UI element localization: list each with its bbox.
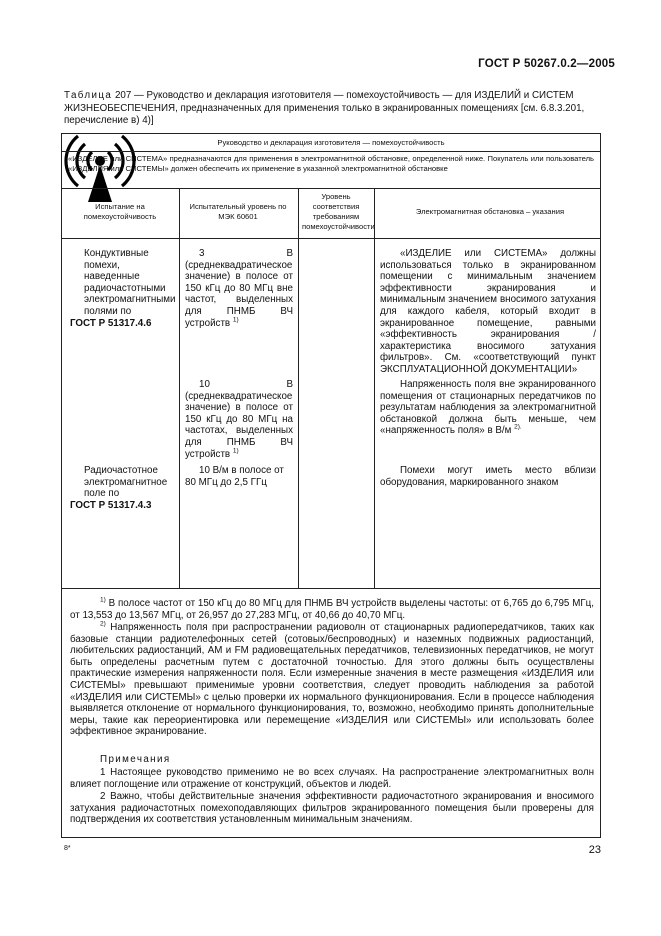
row1-level-a [185, 248, 293, 329]
note-1: 1 Настоящее руководство применимо не во всех случаях. На распространение электромагнитных волн влияет поглощение или отражение от конструкций, объектов и людей. [70, 767, 594, 790]
notes-title: Примечания [100, 754, 171, 765]
row1-environment-a: «ИЗДЕЛИЕ или СИСТЕМА» должны использоваться только в экранированном помещении с минимальным значением эффективности экранирования и минимальным значением вносимого затухания для каждого кабеля, который входит в экранированное помещение, равными «эффективность экранирования / характеристика вносимого затухания фильтров». См. «соответствующий пункт ЭКСПЛУАТАЦИОННОЙ ДОКУМЕНТАЦИИ» [380, 248, 596, 375]
table-caption [64, 90, 608, 128]
column-line [374, 188, 375, 588]
row1-test-standard: ГОСТ Р 51317.4.6 [70, 317, 152, 329]
table-divider [62, 238, 600, 239]
col-header-level: Испытательный уровень по МЭК 60601 [189, 202, 287, 221]
footnote-2-text: Напряженность поля при распространении радиоволн от стационарных радиопередатчиков, таких как базовые станции радиотелефонных сетей (сотовых/беспроводных) и наземных подвижных радиостанций, любительских радиостанций, АМ и FM радиовещательных передатчиков, телевизионных передатчиков, не могут быть определены расчетным путем с достаточной точностью. Для этого должны быть осуществлены практические измерения напряженности поля. Если измеренные значения в месте размещения «ИЗДЕЛИЯ или СИСТЕМЫ» превышают применимые уровни соответствия, следует проводить наблюдения за работой «ИЗДЕЛИЯ или СИСТЕМЫ» с целью проверки их нормального функционирования. Если в процессе наблюдения выявляется отклонение от нормального функционирования, то, возможно, необходимо принять дополнительные меры, такие как переориентировка или перемещение «ИЗДЕЛИЯ или СИСТЕМЫ» или использовать более эффективное экранирование. [70, 622, 594, 738]
table-divider [62, 188, 600, 189]
column-line [298, 188, 299, 588]
table-divider [62, 588, 600, 589]
document-header: ГОСТ Р 50267.0.2—2005 [478, 58, 615, 70]
row2-test-standard: ГОСТ Р 51317.4.3 [70, 499, 152, 511]
table-title: Руководство и декларация изготовителя — помехоустойчивость [217, 138, 445, 147]
note-2: 2 Важно, чтобы действительные значения эффективности радиочастотного экранирования и вносимого затухания радиочастотных помехоподавляющих фильтров экранированного помещения были проверены для подтверждения их соответствия установленным минимальным значениям. [70, 791, 594, 826]
table-divider [62, 151, 600, 152]
row2-level: 10 В/м в полосе от 80 МГц до 2,5 ГГц [185, 465, 284, 488]
table-207 [61, 133, 601, 838]
row1-test [70, 248, 174, 329]
page-number: 23 [588, 844, 601, 856]
footnote-2 [70, 622, 594, 738]
row1-environment-b-text: Напряженность поля вне экранированного помещения от стационарных передатчиков по результатам наблюдения за электромагнитной обстановкой должна быть меньше, чем «напряженность поля» в В/м [380, 379, 596, 437]
row2-environment: Помехи могут иметь место вблизи оборудования, маркированного знаком [380, 465, 596, 488]
row1-environment-b-note: 2). [514, 424, 522, 432]
row1-level-a-note: 1) [232, 316, 239, 324]
print-mark: 8* [64, 845, 71, 852]
row1-level-b-note: 1) [232, 447, 239, 455]
row2-test [70, 465, 174, 511]
footnote-1 [70, 598, 594, 621]
row1-environment-b [380, 379, 596, 437]
row1-test-text: Кондуктивные помехи, наведенные радиочастотными электромагнитными полями по [84, 248, 176, 317]
row1-level-b-text: 10 В (среднеквадратическое значение) в полосе от 150 кГц до 80 МГц на частотах, выделенных для ПНМБ ВЧ устройств [185, 379, 293, 460]
caption-label: Таблица [64, 90, 113, 101]
footnote-2-mark: 2) [100, 620, 106, 628]
column-line [179, 188, 180, 588]
row2-test-text: Радиочастотное электромагнитное поле по [84, 465, 168, 500]
col-header-test: Испытание на помехоустойчивость [83, 202, 157, 221]
caption-number: 207 [114, 90, 132, 101]
caption-text: — Руководство и декларация изготовителя — помехоустойчивость — для ИЗДЕЛИЙ и СИСТЕМ ЖИЗНЕОБЕСПЕЧЕНИЯ, предназначенных для применения только в экранированных помещениях [см. 6.8.3.201, перечисление в) 4)] [64, 90, 585, 127]
row1-level-b [185, 379, 293, 460]
col-header-environment: Электромагнитная обстановка – указания [415, 207, 565, 216]
table-intro: «ИЗДЕЛИЕ или СИСТЕМА» предназначаются для применения в электромагнитной обстановке, определенной ниже. Покупатель или пользователь «ИЗДЕЛИЯ или СИСТЕМЫ» должен обеспечить их применение в указанной электромагнитной обстановке [68, 154, 594, 173]
footnote-1-text: В полосе частот от 150 кГц до 80 МГц для ПНМБ ВЧ устройств выделены частоты: от 6,765 до 6,795 МГц, от 13,553 до 13,567 МГц, от 26,957 до 27,283 МГц, от 40,66 до 40,70 МГц. [70, 598, 594, 621]
row1-level-a-text: 3 В (среднеквадратическое значение) в полосе от 150 кГц до 80 МГц вне частот, выделенных для ПНМБ ВЧ устройств [185, 248, 293, 329]
col-header-compliance: Уровень соответствия требованиям помехоустойчивости [302, 192, 375, 231]
footnote-1-mark: 1) [100, 596, 106, 604]
